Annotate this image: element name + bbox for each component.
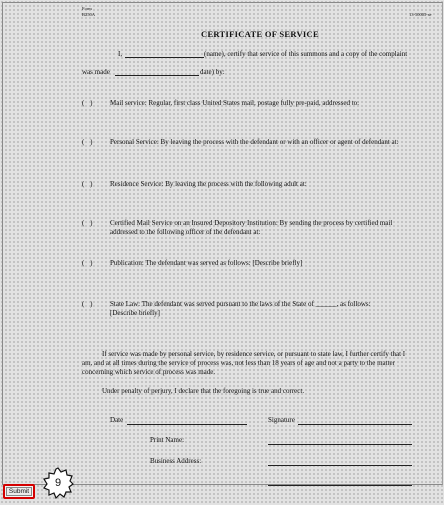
- option-certified-mail-checkbox[interactable]: ( ): [82, 219, 95, 227]
- submit-button-highlight[interactable]: [3, 484, 35, 499]
- date-made-line: [115, 75, 199, 76]
- print-name-field[interactable]: [268, 444, 412, 445]
- business-address-field-1[interactable]: [268, 465, 412, 466]
- option-personal-text: Personal Service: By leaving the process with the defendant or with an officer or agent of defendant at:: [110, 138, 399, 146]
- option-publication-checkbox[interactable]: ( ): [82, 259, 95, 267]
- intro-date-text: date) by:: [200, 68, 225, 76]
- option-publication-text: Publication: The defendant was served as follows: [Describe briefly]: [110, 259, 303, 267]
- option-residence-text: Residence Service: By leaving the process with the following adult at:: [110, 180, 307, 188]
- certify-text-3: concerning which service of process was made.: [82, 368, 216, 376]
- option-certified-mail-text-2: addressed to the following officer of the defendant at:: [110, 228, 261, 236]
- option-state-law-text-2: [Describe briefly]: [110, 309, 160, 317]
- signature-field[interactable]: [298, 424, 412, 425]
- business-address-field-2[interactable]: [268, 485, 412, 486]
- option-mail-text: Mail service: Regular, first class United States mail, postage fully pre-paid, addressed to:: [110, 99, 360, 107]
- intro-name-text: (name), certify that service of this summons and a copy of the complaint: [204, 50, 408, 58]
- perjury-text: Under penalty of perjury, I declare that the foregoing is true and correct.: [102, 387, 305, 395]
- signature-label: Signature: [268, 416, 295, 424]
- page-title: CERTIFICATE OF SERVICE: [201, 29, 319, 39]
- option-certified-mail-text: Certified Mail Service on an Insured Depository Institution: By sending the process by certified mail: [110, 219, 393, 227]
- certify-text-1: If service was made by personal service, by residence service, or pursuant to state law, I further certify that I: [102, 350, 406, 358]
- submit-button[interactable]: Submit: [6, 487, 32, 496]
- intro-made: was made: [82, 68, 110, 76]
- step-badge: [42, 467, 74, 499]
- option-residence-checkbox[interactable]: ( ): [82, 180, 95, 188]
- form-code: 13-50005-se: [409, 12, 432, 17]
- form-label: Form: [82, 6, 92, 11]
- date-label: Date: [110, 416, 124, 424]
- name-line: [125, 57, 204, 58]
- print-name-label: Print Name:: [150, 436, 185, 444]
- option-state-law-checkbox[interactable]: ( ): [82, 300, 95, 308]
- option-mail-checkbox[interactable]: ( ): [82, 99, 95, 107]
- intro-i: I,: [118, 50, 123, 58]
- business-address-label: Business Address:: [150, 457, 202, 465]
- date-field[interactable]: [127, 424, 247, 425]
- form-number: B250A: [82, 12, 96, 17]
- step-badge-number: 9: [54, 477, 62, 489]
- certify-text-2: am, and at all times during the service of process was, not less than 18 years of age and not a party to the matter: [82, 359, 395, 367]
- option-state-law-text: State Law: The defendant was served pursuant to the laws of the State of ______, as follows:: [110, 300, 371, 308]
- option-personal-checkbox[interactable]: ( ): [82, 138, 95, 146]
